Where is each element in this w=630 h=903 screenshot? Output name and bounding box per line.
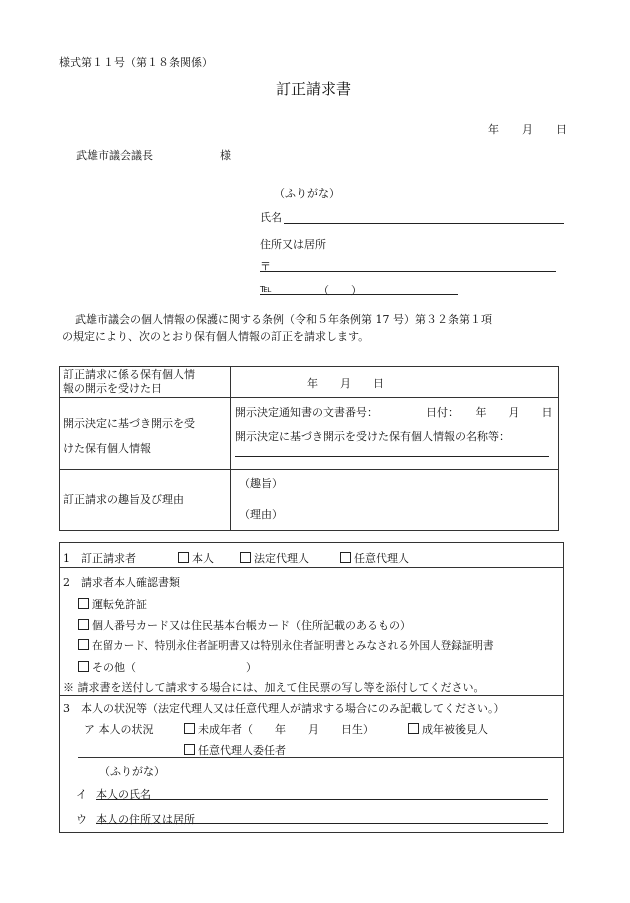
purpose-label: （趣旨） (239, 477, 283, 490)
divider (60, 567, 563, 568)
purpose-reason-field[interactable] (231, 470, 559, 531)
honorific: 様 (220, 149, 231, 162)
status-ward-option[interactable]: 成年被後見人 (408, 721, 488, 737)
applicant-address-label: 住所又は居所 (260, 238, 326, 251)
postal-mark: 〒 (260, 260, 271, 273)
disclosure-date-label: 訂正請求に係る保有個人情 報の開示を受けた日 (60, 367, 231, 398)
page-title: 訂正請求書 (276, 80, 352, 98)
date-month-label: 月 (522, 123, 533, 136)
applicant-tel-field[interactable] (260, 294, 458, 295)
checkbox[interactable] (184, 744, 195, 755)
disclosed-info-label: 開示決定に基づき開示を受 けた保有個人情報 (60, 398, 231, 470)
addressee: 武雄市議会議長 (76, 149, 153, 162)
requester-box (59, 542, 564, 833)
info-name-line (235, 456, 549, 457)
id-doc-residence-card[interactable]: 在留カード、特別永住者証明書又は特別永住者証明書とみなされる外国人登録証明書 (78, 638, 494, 653)
principal-address-mark: ウ (76, 813, 87, 826)
principal-furigana-label: （ふりがな） (99, 765, 165, 778)
doc-number-label: 開示決定通知書の文書番号： (235, 406, 378, 419)
reason-label: （理由） (239, 508, 283, 521)
checkbox[interactable] (240, 552, 251, 563)
applicant-name-field[interactable] (284, 223, 564, 224)
divider (60, 695, 563, 696)
mail-note: ※ 請求書を送付して請求する場合には、加えて住民票の写し等を添付してください。 (63, 681, 485, 694)
principal-name-field[interactable] (96, 799, 548, 800)
section2-label: 2 請求者本人確認書類 (63, 576, 180, 589)
requester-voluntary-agent-option[interactable]: 任意代理人 (340, 550, 409, 566)
applicant-name-label: 氏名 (260, 211, 282, 224)
requester-legal-agent-option[interactable]: 法定代理人 (240, 550, 309, 566)
disclosed-info-field[interactable] (231, 398, 559, 470)
applicant-furigana-label: （ふりがな） (274, 187, 340, 200)
checkbox[interactable] (340, 552, 351, 563)
intro-line-1: 武雄市議会の個人情報の保護に関する条例（令和５年条例第 17 号）第３２条第１項 (75, 313, 492, 326)
id-doc-license[interactable]: 運転免許証 (78, 596, 147, 612)
form-number: 様式第１１号（第１８条関係） (59, 56, 213, 69)
tel-mark: ℡ (260, 282, 272, 295)
doc-date-label: 日付： 年 月 日 (426, 406, 553, 419)
applicant-address-field[interactable] (260, 271, 556, 272)
intro-line-2: の規定により、次のとおり保有個人情報の訂正を請求します。 (62, 330, 370, 343)
divider (78, 757, 563, 758)
id-doc-mynumber[interactable]: 個人番号カード又は住民基本台帳カード（住所記載のあるもの） (78, 617, 411, 633)
date-day-label: 日 (556, 123, 567, 136)
date-year-label: 年 (488, 123, 499, 136)
status-principal-option[interactable]: 任意代理人委任者 (184, 742, 286, 758)
status-minor-option[interactable]: 未成年者（ 年 月 日生） (184, 721, 374, 737)
checkbox[interactable] (78, 639, 89, 650)
tel-paren: （ ） (318, 284, 362, 297)
checkbox[interactable] (408, 723, 419, 734)
checkbox[interactable] (78, 598, 89, 609)
checkbox[interactable] (78, 661, 89, 672)
principal-address-label: 本人の住所又は居所 (96, 813, 195, 826)
correction-table (59, 366, 559, 531)
section3-label: 3 本人の状況等（法定代理人又は任意代理人が請求する場合にのみ記載してください。） (63, 702, 505, 715)
section1-label: 1 訂正請求者 (63, 552, 136, 565)
principal-address-field[interactable] (96, 823, 548, 824)
principal-name-mark: イ (76, 788, 87, 801)
info-name-label: 開示決定に基づき開示を受けた保有個人情報の名称等： (235, 430, 510, 443)
id-doc-other[interactable]: その他（ ） (78, 659, 257, 675)
purpose-reason-label: 訂正請求の趣旨及び理由 (60, 470, 231, 531)
disclosure-date-field[interactable]: 年 月 日 (231, 367, 559, 398)
checkbox[interactable] (78, 619, 89, 630)
status-label: ア 本人の状況 (84, 723, 154, 736)
checkbox[interactable] (184, 723, 195, 734)
checkbox[interactable] (178, 552, 189, 563)
principal-name-label: 本人の氏名 (96, 788, 151, 801)
requester-self-option[interactable]: 本人 (178, 550, 214, 566)
